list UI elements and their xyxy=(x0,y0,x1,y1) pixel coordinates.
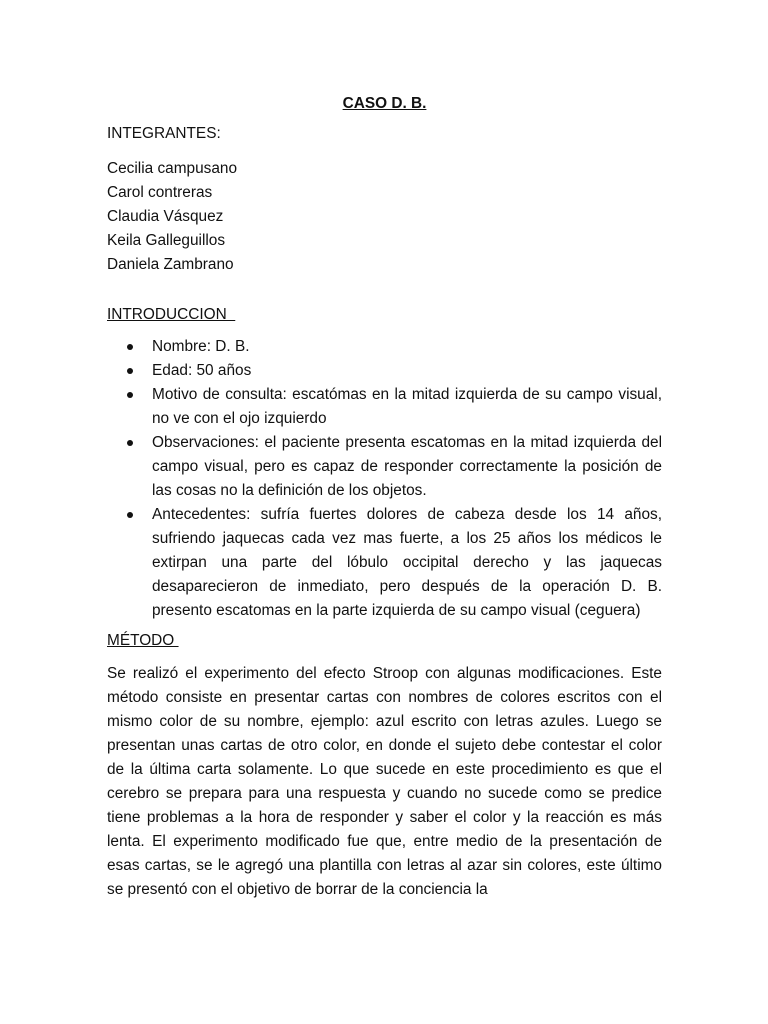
intro-list-item xyxy=(107,431,662,503)
member-name: Cecilia campusano xyxy=(107,160,238,177)
intro-list-item xyxy=(107,383,662,431)
method-heading: MÉTODO xyxy=(107,632,179,649)
member-name: Claudia Vásquez xyxy=(107,208,224,225)
intro-list-item xyxy=(107,503,662,623)
bullet-icon xyxy=(127,344,133,350)
intro-list xyxy=(107,335,662,623)
intro-item-text: Antecedentes: sufría fuertes dolores de cabeza desde los 14 años, sufriendo jaquecas cada vez mas fuerte, a los 25 años los médicos le extirpan una parte del lóbulo occipital derecho y las jaquecas desaparecieron de inmediato, pero después de la operación D. B. presento escatomas en la parte izquierda de su campo visual (ceguera) xyxy=(152,506,662,619)
intro-item-text: Motivo de consulta: escatómas en la mitad izquierda de su campo visual, no ve con el ojo izquierdo xyxy=(152,386,662,427)
intro-list-item xyxy=(107,335,662,359)
intro-item-text: Nombre: D. B. xyxy=(152,338,250,355)
document-page xyxy=(107,92,662,902)
members-label: INTEGRANTES: xyxy=(107,125,221,142)
method-paragraph: Se realizó el experimento del efecto Stroop con algunas modificaciones. Este método consiste en presentar cartas con nombres de colores escritos con el mismo color de su nombre, ejemplo: azul escrito con letras azules. Luego se presentan unas cartas de otro color, en donde el sujeto debe contestar el color de la última carta solamente. Lo que sucede en este procedimiento es que el cerebro se prepara para una respuesta y cuando no sucede como se predice tiene problemas a la hora de responder y saber el color y la reacción es más lenta. El experimento modificado fue que, entre medio de la presentación de esas cartas, se le agregó una plantilla con letras al azar sin colores, este último se presentó con el objetivo de borrar de la conciencia la xyxy=(107,665,662,898)
member-name: Daniela Zambrano xyxy=(107,256,234,273)
intro-item-text: Observaciones: el paciente presenta escatomas en la mitad izquierda del campo visual, pero es capaz de responder correctamente la posición de las cosas no la definición de los objetos. xyxy=(152,434,662,499)
intro-list-item xyxy=(107,359,662,383)
intro-item-text: Edad: 50 años xyxy=(152,362,252,379)
bullet-icon xyxy=(127,440,133,446)
bullet-icon xyxy=(127,368,133,374)
members-list xyxy=(107,157,662,277)
member-name: Keila Galleguillos xyxy=(107,232,226,249)
bullet-icon xyxy=(127,392,133,398)
intro-heading: INTRODUCCION xyxy=(107,306,236,323)
document-title: CASO D. B. xyxy=(342,95,427,112)
bullet-icon xyxy=(127,512,133,518)
member-name: Carol contreras xyxy=(107,184,213,201)
